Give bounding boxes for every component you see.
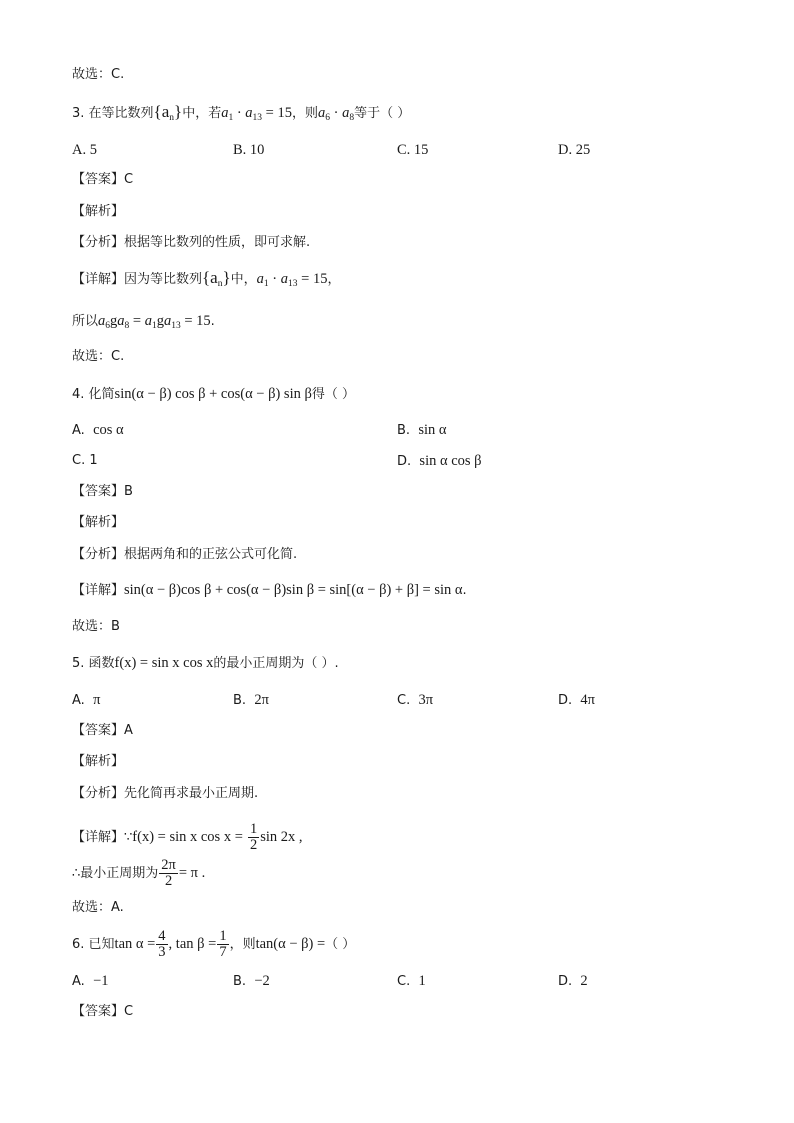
q5-option-d: D. 4π [558, 692, 595, 708]
q5-half-fraction: $\frac{1}{2}$ [250, 821, 258, 853]
q3-jiexi: 【解析】 [72, 204, 125, 219]
q5-xiangjie: 【详解】∵f(x) = sin x cos x = $\frac{1}{2}$ sin 2x , [72, 821, 303, 853]
q4-jiexi: 【解析】 [72, 515, 125, 530]
q4-option-c: C. 1 [72, 453, 98, 468]
q6-option-d: D. 2 [558, 973, 588, 989]
q3-condition: $a_1 \cdot a_{13} = 15$ [221, 105, 292, 123]
q4-option-d: D. sin α cos β [397, 453, 482, 469]
q3-xiangjie: 【详解】因为等比数列$\{a_n\}$中，$a_1 \cdot a_{13} = 15$， [72, 268, 341, 289]
q3-fenxi: 【分析】根据等比数列的性质，即可求解. [72, 235, 311, 250]
q3-option-b: B. 10 [233, 142, 265, 158]
q6-option-c: C. 1 [397, 973, 426, 989]
q5-fenxi: 【分析】先化简再求最小正周期. [72, 786, 259, 801]
q6-answer: 【答案】C [72, 1004, 134, 1019]
q3-option-a: A. 5 [72, 142, 97, 158]
q3-answer: 【答案】C [72, 172, 134, 187]
q4-guxuan: 故选：B [72, 619, 120, 634]
q3-option-d: D. 25 [558, 142, 591, 158]
q3-guxuan: 故选：C. [72, 349, 125, 364]
q5-period-fraction: $\frac{2\pi}{2}$ [161, 857, 176, 889]
q3-sequence: $\{a_n\}$ [153, 102, 183, 123]
q5-answer: 【答案】A [72, 723, 133, 738]
q5-guxuan: 故选：A. [72, 900, 124, 915]
q6-tan-alpha-fraction: $\frac{4}{3}$ [158, 928, 166, 960]
q3-option-c: C. 15 [397, 142, 429, 158]
q3-stem: 3. 在等比数列$\{a_n\}$中，若$a_1 \cdot a_{13} = 15$，则$a_6 \cdot a_8$等于（ ） [72, 102, 411, 123]
q5-option-c: C. 3π [397, 692, 434, 708]
q5-zuixiao: ∴最小正周期为 $\frac{2\pi}{2}$ = π . [72, 857, 206, 889]
q6-tan-beta-fraction: $\frac{1}{7}$ [219, 928, 227, 960]
q4-option-a: A. cos α [72, 422, 124, 438]
q5-option-b: B. 2π [233, 692, 269, 708]
q4-fenxi: 【分析】根据两角和的正弦公式可化简. [72, 547, 298, 562]
q4-option-b: B. sin α [397, 422, 447, 438]
q3-suoyi: 所以$a_6ga_8 = a_1ga_{13} = 15$. [72, 313, 215, 331]
q6-option-a: A. −1 [72, 973, 109, 989]
q4-answer: 【答案】B [72, 484, 133, 499]
q6-option-b: B. −2 [233, 973, 270, 989]
q5-function: f(x) = sin x cos x [114, 655, 214, 671]
q5-stem: 5. 函数f(x) = sin x cos x的最小正周期为（ ）. [72, 655, 339, 671]
q4-expression: sin(α − β) cos β + cos(α − β) sin β [114, 386, 312, 402]
q5-jiexi: 【解析】 [72, 754, 125, 769]
q4-xiangjie: 【详解】sin(α − β)cos β + cos(α − β)sin β = sin[(α − β) + β] = sin α. [72, 582, 467, 598]
q6-stem: 6. 已知tan α = $\frac{4}{3}$ , tan β = $\frac{1}{7}$ ，则tan(α − β) =（ ） [72, 928, 356, 960]
q2-guxuan: 故选：C. [72, 67, 125, 82]
q5-option-a: A. π [72, 692, 101, 708]
q3-target: $a_6 \cdot a_8$ [318, 105, 355, 123]
q4-stem: 4. 化简sin(α − β) cos β + cos(α − β) sin β得（ ） [72, 386, 355, 402]
